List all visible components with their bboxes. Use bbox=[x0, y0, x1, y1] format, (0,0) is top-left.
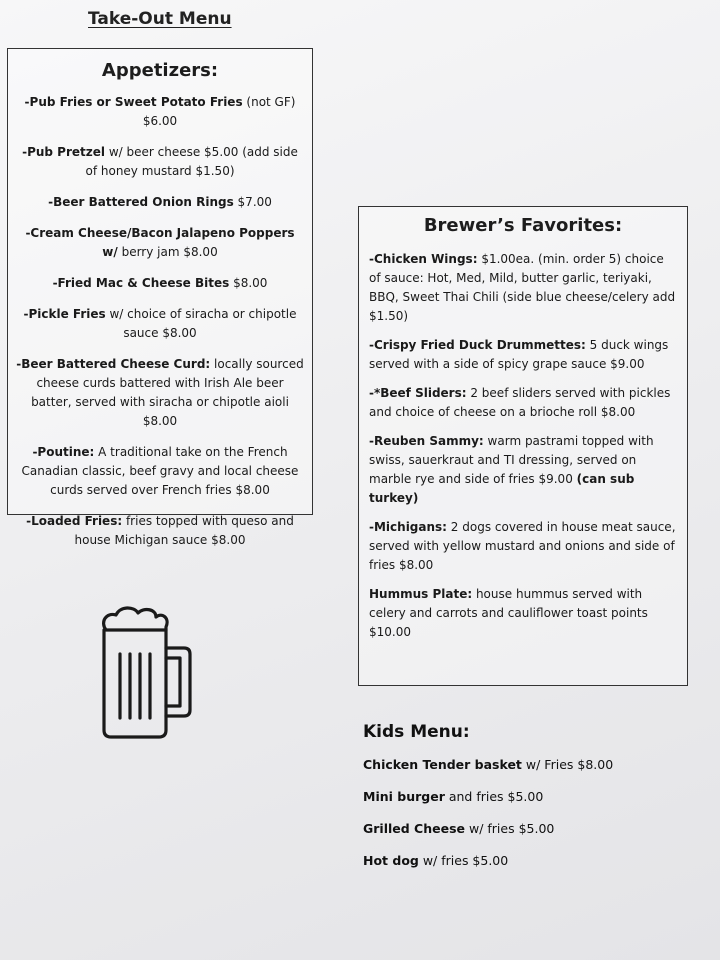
page-title: Take-Out Menu bbox=[88, 9, 232, 29]
menu-item: Hot dog w/ fries $5.00 bbox=[363, 853, 509, 868]
menu-item: Hummus Plate: house hummus served with celery and carrots and cauliflower toast points $10.00 bbox=[369, 587, 648, 639]
menu-item: -Chicken Wings: $1.00ea. (min. order 5) choice of sauce: Hot, Med, Mild, butter garlic, teriyaki, BBQ, Sweet Thai Chili (side blue cheese/celery add $1.50) bbox=[369, 252, 676, 323]
menu-item: Mini burger and fries $5.00 bbox=[363, 789, 544, 804]
menu-item: Chicken Tender basket w/ Fries $8.00 bbox=[363, 757, 614, 772]
menu-item: -Fried Mac & Cheese Bites $8.00 bbox=[52, 276, 268, 290]
menu-item: -Loaded Fries: fries topped with queso and house Michigan sauce $8.00 bbox=[26, 514, 294, 547]
menu-item: -Beer Battered Cheese Curd: locally sourced cheese curds battered with Irish Ale beer batter, served with siracha or chipotle aioli $8.00 bbox=[16, 357, 304, 428]
menu-item: Grilled Cheese w/ fries $5.00 bbox=[363, 821, 555, 836]
menu-item: -Crispy Fried Duck Drummettes: 5 duck wings served with a side of spicy grape sauce $9.00 bbox=[369, 338, 669, 371]
menu-item: -*Beef Sliders: 2 beef sliders served with pickles and choice of cheese on a brioche roll $8.00 bbox=[369, 386, 671, 419]
menu-item: -Reuben Sammy: warm pastrami topped with swiss, sauerkraut and TI dressing, served on marble rye and side of fries $9.00 (can sub turkey) bbox=[369, 434, 654, 505]
menu-item: -Pub Pretzel w/ beer cheese $5.00 (add side of honey mustard $1.50) bbox=[22, 145, 298, 178]
brewers-favorites-heading: Brewer’s Favorites: bbox=[423, 215, 623, 236]
brewers-favorites-section bbox=[358, 206, 688, 686]
beer-mug-icon bbox=[96, 600, 200, 742]
menu-item: -Pub Fries or Sweet Potato Fries (not GF) $6.00 bbox=[24, 95, 296, 128]
appetizers-heading: Appetizers: bbox=[101, 60, 219, 81]
menu-item: -Poutine: A traditional take on the French Canadian classic, beef gravy and local cheese curds served over French fries $8.00 bbox=[21, 445, 299, 497]
menu-item: -Michigans: 2 dogs covered in house meat sauce, served with yellow mustard and onions and side of fries $8.00 bbox=[369, 520, 676, 572]
menu-item: -Cream Cheese/Bacon Jalapeno Poppers w/ berry jam $8.00 bbox=[25, 226, 295, 259]
kids-menu-heading: Kids Menu: bbox=[363, 722, 470, 742]
menu-item: -Pickle Fries w/ choice of siracha or chipotle sauce $8.00 bbox=[23, 307, 297, 340]
appetizers-section bbox=[7, 48, 313, 547]
menu-item: -Beer Battered Onion Rings $7.00 bbox=[48, 195, 272, 209]
kids-menu-section bbox=[363, 722, 683, 884]
